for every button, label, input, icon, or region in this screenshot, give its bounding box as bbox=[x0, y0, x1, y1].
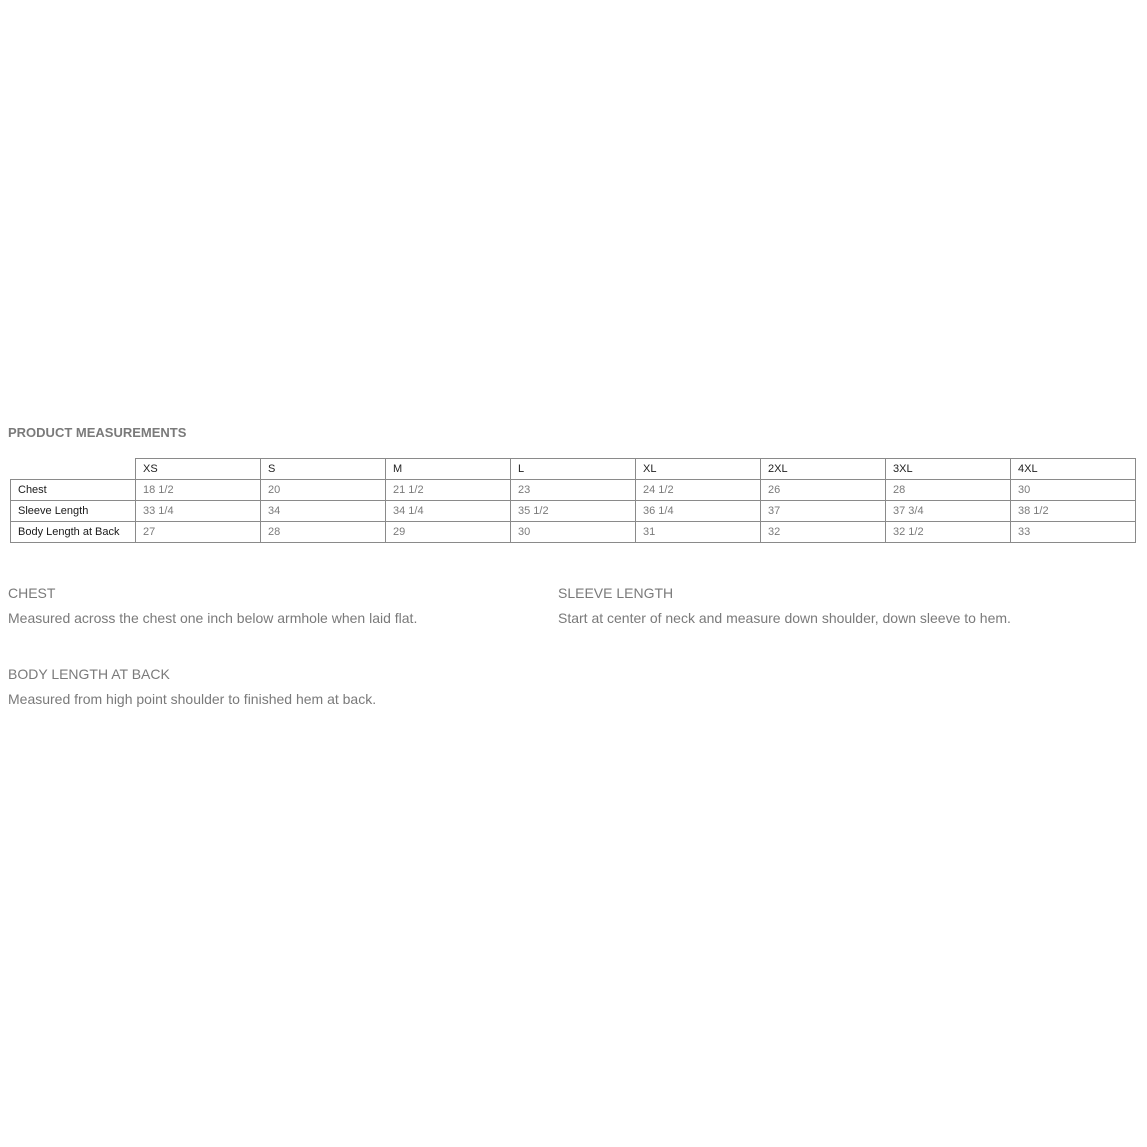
definition-text: Start at center of neck and measure down shoulder, down sleeve to hem. bbox=[558, 610, 1011, 626]
table-cell: 32 1/2 bbox=[886, 522, 1011, 543]
table-cell: 32 bbox=[761, 522, 886, 543]
size-header-4xl: 4XL bbox=[1011, 459, 1136, 480]
size-header-xl: XL bbox=[636, 459, 761, 480]
definition-sleeve-length bbox=[558, 585, 1011, 626]
corner-cell bbox=[11, 459, 136, 480]
table-cell: 35 1/2 bbox=[511, 501, 636, 522]
size-chart-table bbox=[10, 458, 1136, 543]
table-cell: 23 bbox=[511, 480, 636, 501]
table-cell: 21 1/2 bbox=[386, 480, 511, 501]
table-cell: 33 1/4 bbox=[136, 501, 261, 522]
table-cell: 34 bbox=[261, 501, 386, 522]
table-cell: 29 bbox=[386, 522, 511, 543]
definition-title: BODY LENGTH AT BACK bbox=[8, 666, 170, 682]
definition-title: CHEST bbox=[8, 585, 56, 601]
table-cell: 33 bbox=[1011, 522, 1136, 543]
size-header-3xl: 3XL bbox=[886, 459, 1011, 480]
table-cell: 27 bbox=[136, 522, 261, 543]
table-cell: 26 bbox=[761, 480, 886, 501]
definition-chest bbox=[8, 585, 417, 626]
definition-body-length bbox=[8, 666, 376, 707]
section-title: PRODUCT MEASUREMENTS bbox=[8, 425, 187, 440]
table-cell: 31 bbox=[636, 522, 761, 543]
size-header-row bbox=[11, 459, 1136, 480]
size-header-2xl: 2XL bbox=[761, 459, 886, 480]
table-row-body-length bbox=[11, 522, 1136, 543]
row-label-chest: Chest bbox=[11, 480, 136, 501]
table-cell: 36 1/4 bbox=[636, 501, 761, 522]
table-row-chest bbox=[11, 480, 1136, 501]
size-header-xs: XS bbox=[136, 459, 261, 480]
row-label-body-length: Body Length at Back bbox=[11, 522, 136, 543]
table-cell: 34 1/4 bbox=[386, 501, 511, 522]
table-cell: 20 bbox=[261, 480, 386, 501]
table-cell: 18 1/2 bbox=[136, 480, 261, 501]
definition-text: Measured from high point shoulder to finished hem at back. bbox=[8, 691, 377, 707]
table-cell: 30 bbox=[511, 522, 636, 543]
table-cell: 38 1/2 bbox=[1011, 501, 1136, 522]
table-cell: 30 bbox=[1011, 480, 1136, 501]
table-cell: 37 3/4 bbox=[886, 501, 1011, 522]
table-row-sleeve-length bbox=[11, 501, 1136, 522]
table-cell: 28 bbox=[261, 522, 386, 543]
row-label-sleeve-length: Sleeve Length bbox=[11, 501, 136, 522]
definition-title: SLEEVE LENGTH bbox=[558, 585, 674, 601]
table-cell: 37 bbox=[761, 501, 886, 522]
table-cell: 24 1/2 bbox=[636, 480, 761, 501]
size-header-l: L bbox=[511, 459, 636, 480]
definition-text: Measured across the chest one inch below armhole when laid flat. bbox=[8, 610, 418, 626]
size-header-s: S bbox=[261, 459, 386, 480]
table-cell: 28 bbox=[886, 480, 1011, 501]
size-header-m: M bbox=[386, 459, 511, 480]
